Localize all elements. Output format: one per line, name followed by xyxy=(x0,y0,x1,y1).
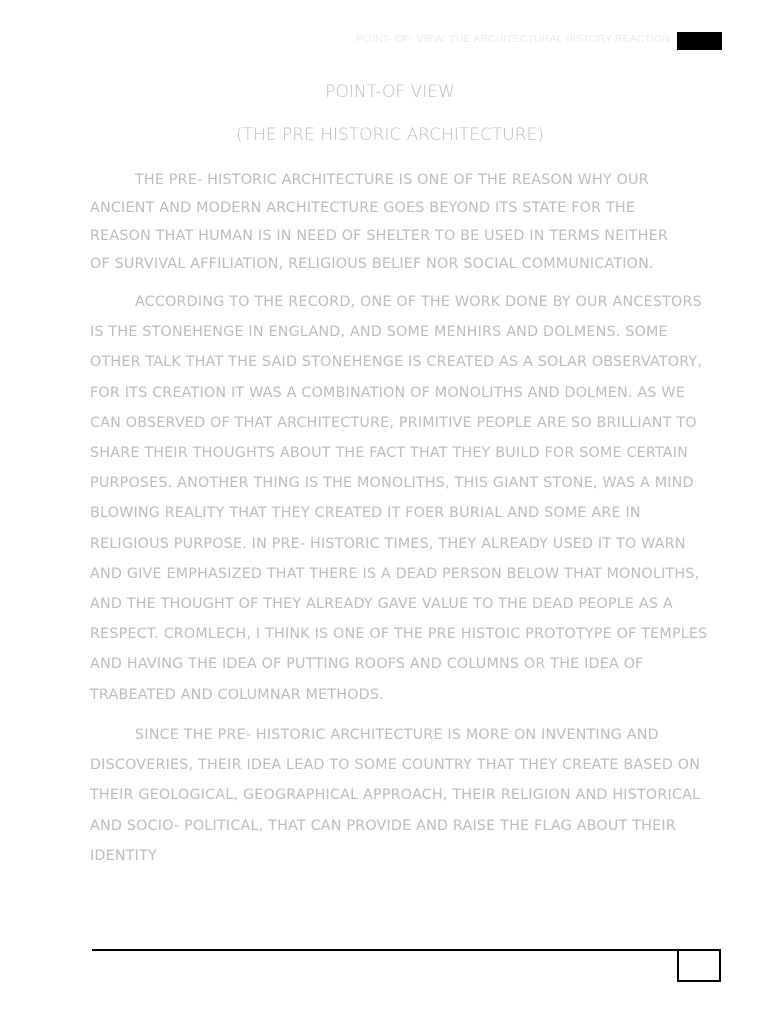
paragraph-line: SINCE THE PRE- HISTORIC ARCHITECTURE IS MORE ON INVENTING AND xyxy=(135,727,659,743)
paragraph-line: RELIGIOUS PURPOSE. IN PRE- HISTORIC TIMES, THEY ALREADY USED IT TO WARN xyxy=(90,535,686,552)
paragraph-line: AND HAVING THE IDEA OF PUTTING ROOFS AND COLUMNS OR THE IDEA OF xyxy=(90,656,644,673)
paragraph-line: THEIR GEOLOGICAL, GEOGRAPHICAL APPROACH, THEIR RELIGION AND HISTORICAL xyxy=(90,787,701,804)
paragraph-line: DISCOVERIES, THEIR IDEA LEAD TO SOME COUNTRY THAT THEY CREATE BASED ON xyxy=(90,757,701,774)
page-number-box-footer xyxy=(677,949,721,982)
document-title: POINT-OF VIEW xyxy=(325,82,455,102)
footer-rule xyxy=(92,949,678,951)
paragraph-line: OF SURVIVAL AFFILIATION, RELIGIOUS BELIEF NOR SOCIAL COMMUNICATION. xyxy=(90,256,654,272)
paragraph-line: TRABEATED AND COLUMNAR METHODS. xyxy=(90,686,384,703)
paragraph-line: AND SOCIO- POLITICAL, THAT CAN PROVIDE AND RAISE THE FLAG ABOUT THEIR xyxy=(90,817,676,834)
paragraph-line: ACCORDING TO THE RECORD, ONE OF THE WORK DONE BY OUR ANCESTORS xyxy=(135,294,702,310)
paragraph-line: CAN OBSERVED OF THAT ARCHITECTURE, PRIMITIVE PEOPLE ARE SO BRILLIANT TO xyxy=(90,414,697,431)
paragraph-line: BLOWING REALITY THAT THEY CREATED IT FOER BURIAL AND SOME ARE IN xyxy=(90,505,641,522)
paragraph-2 xyxy=(90,287,710,710)
paragraph-line: RESPECT. CROMLECH, I THINK IS ONE OF THE PRE HISTOIC PROTOTYPE OF TEMPLES xyxy=(90,626,708,643)
document-subtitle: (THE PRE HISTORIC ARCHITECTURE) xyxy=(236,125,544,145)
running-header-title: POINT- OF- VIEW: THE ARCHITECTURAL HISTORY REACTION xyxy=(356,33,670,45)
paragraph-1 xyxy=(90,166,710,278)
paragraph-line: IS THE STONEHENGE IN ENGLAND, AND SOME MENHIRS AND DOLMENS. SOME xyxy=(90,324,668,341)
paragraph-line: REASON THAT HUMAN IS IN NEED OF SHELTER TO BE USED IN TERMS NEITHER xyxy=(90,228,668,244)
paragraph-line: AND THE THOUGHT OF THEY ALREADY GAVE VALUE TO THE DEAD PEOPLE AS A xyxy=(90,596,673,613)
paragraph-line: THE PRE- HISTORIC ARCHITECTURE IS ONE OF THE REASON WHY OUR xyxy=(135,172,649,188)
paragraph-line: SHARE THEIR THOUGHTS ABOUT THE FACT THAT THEY BUILD FOR SOME CERTAIN xyxy=(90,445,689,462)
paragraph-line: IDENTITY xyxy=(90,847,157,864)
paragraph-line: FOR ITS CREATION IT WAS A COMBINATION OF MONOLITHS AND DOLMEN. AS WE xyxy=(90,384,685,401)
paragraph-line: AND GIVE EMPHASIZED THAT THERE IS A DEAD PERSON BELOW THAT MONOLITHS, xyxy=(90,565,700,582)
page-number-box-header xyxy=(677,32,722,50)
paragraph-3 xyxy=(90,720,710,871)
paragraph-line: PURPOSES. ANOTHER THING IS THE MONOLITHS, THIS GIANT STONE, WAS A MIND xyxy=(90,475,694,492)
paragraph-line: OTHER TALK THAT THE SAID STONEHENGE IS CREATED AS A SOLAR OBSERVATORY, xyxy=(90,354,703,371)
paragraph-line: ANCIENT AND MODERN ARCHITECTURE GOES BEYOND ITS STATE FOR THE xyxy=(90,200,636,216)
